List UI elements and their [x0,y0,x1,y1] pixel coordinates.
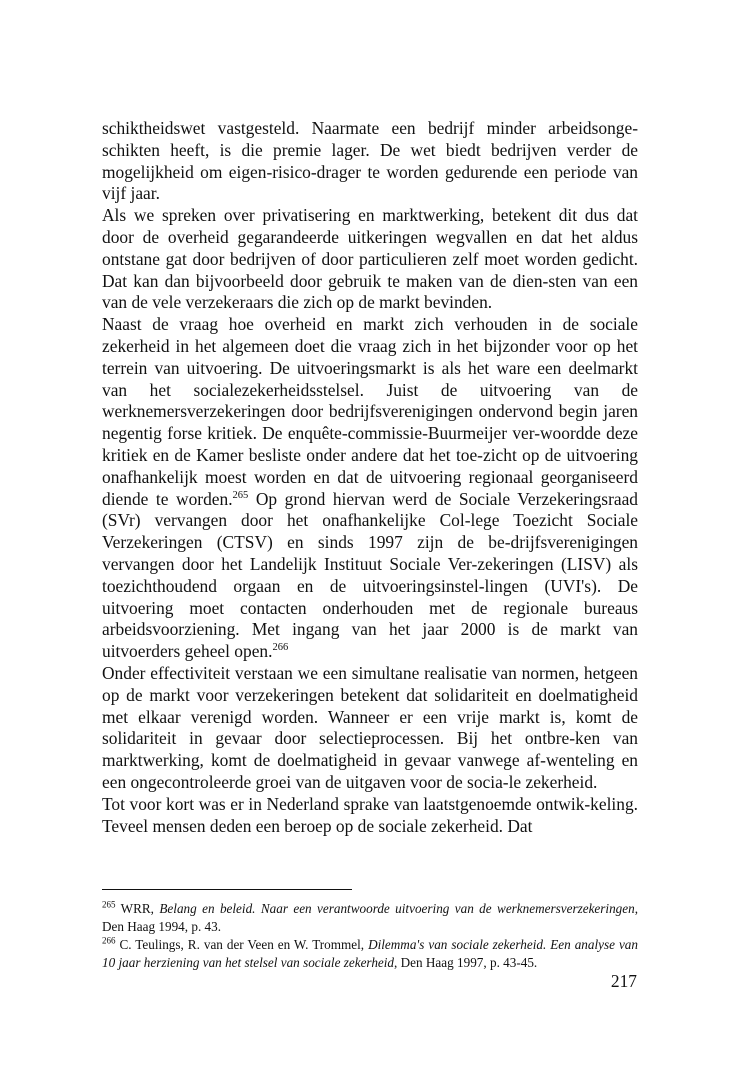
footnote-266 [102,936,638,972]
paragraph-1: schiktheidswet vastgesteld. Naarmate een bedrijf minder arbeidsonge-schikten heeft, is die premie lager. De wet biedt bedrijven verder de mogelijkheid om eigen-risico-drager te worden gedurende een periode van vijf jaar. [102,118,638,204]
footnote-265 [102,900,638,936]
footnote-text-pre: C. Teulings, R. van der Veen en W. Trommel, [115,937,369,952]
footnote-text-post: , Den Haag 1997, p. 43-45. [394,955,538,970]
page-number: 217 [610,971,637,991]
footnote-divider [102,889,352,890]
footnote-text-post: , Den Haag 1994, p. 43. [102,901,638,934]
footnotes [102,900,638,972]
paragraph-3-part-1: Naast de vraag hoe overheid en markt zich verhouden in de sociale zekerheid in het algemeen doet die vraag zich in het bijzonder voor op het terrein van uitvoering. De uitvoeringsmarkt is als het ware een deelmarkt van het socialezekerheidsstelsel. Juist de uitvoering van de werknemersverzekeringen door bedrijfsverenigingen ondervond begin jaren negentig forse kritiek. De enquête-commissie-Buurmeijer ver-woordde deze kritiek en de Kamer besliste onder andere dat het toe-zicht op de uitvoering onafhankelijk moest worden en dat de uitvoering regionaal georganiseerd diende te worden. [102,314,638,509]
footnote-ref-266[interactable]: 266 [272,642,289,654]
footnote-number: 266 [102,935,116,946]
paragraph-3 [102,314,638,663]
footnote-title: Dilemma's van sociale zekerheid. Een analyse van 10 jaar herziening van het stelsel van sociale zekerheid [102,937,638,970]
paragraph-2: Als we spreken over privatisering en marktwerking, betekent dit dus dat door de overheid gegarandeerde uitkeringen wegvallen en dat het aldus ontstane gat door bedrijven of door particulieren zelf moet worden gedicht. Dat kan dan bijvoorbeeld door gebruik te maken van de dien-sten van een van de vele verzekeraars die zich op de markt bevinden. [102,205,638,313]
footnote-title: Belang en beleid. Naar een verantwoorde uitvoering van de werknemersverzekeringen [159,901,635,916]
paragraph-4: Onder effectiviteit verstaan we een simultane realisatie van normen, hetgeen op de markt voor verzekeringen betekent dat solidariteit en doelmatigheid met elkaar verenigd worden. Wanneer er een vrije markt is, komt de solidariteit in gevaar door selectieprocessen. Bij het ontbre-ken van marktwerking, komt de doelmatigheid in gevaar vanwege af-wenteling en een ongecontroleerde groei van de uitgaven voor de socia-le zekerheid. [102,662,638,792]
footnote-number: 265 [102,899,116,910]
paragraph-3-part-2: Op grond hiervan werd de Sociale Verzekeringsraad (SVr) vervangen door het onafhankelijke Col-lege Toezicht Sociale Verzekeringen (CTSV) en sinds 1997 zijn de be-drijfsverenigingen vervangen door het Landelijk Instituut Sociale Ver-zekeringen (LISV) als toezichthoudend orgaan en de uitvoeringsinstel-lingen (UVI's). De uitvoering moet contacten onderhouden met de regionale bureaus arbeidsvoorziening. Met ingang van het jaar 2000 is de markt van uitvoerders geheel open. [102,488,638,662]
page-body [102,118,638,837]
footnote-ref-265[interactable]: 265 [232,489,249,501]
footnote-text-pre: WRR, [115,901,160,916]
main-text [102,118,638,837]
paragraph-5: Tot voor kort was er in Nederland sprake van laatstgenoemde ontwik-keling. Teveel mensen deden een beroep op de sociale zekerheid. Dat [102,793,638,836]
